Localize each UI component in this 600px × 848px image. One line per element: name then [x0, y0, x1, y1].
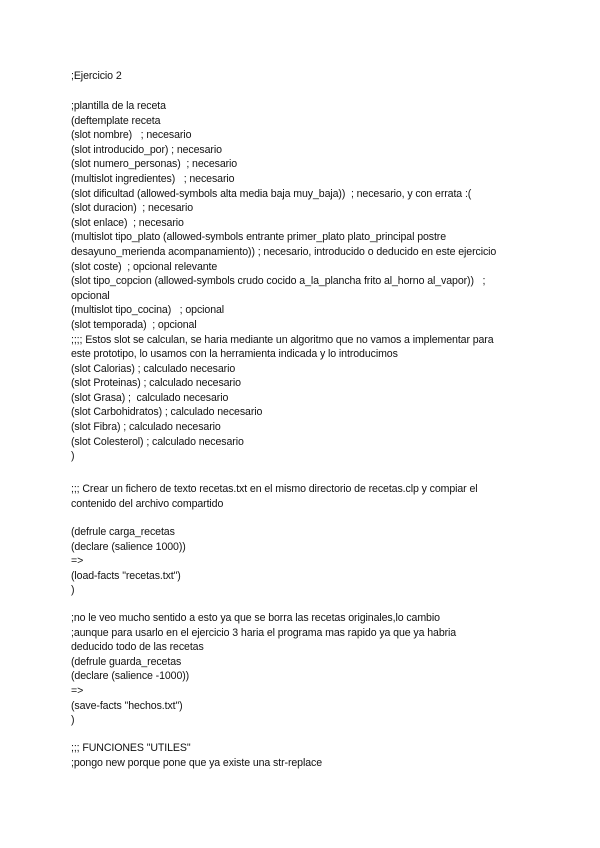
code-line: (slot coste) ; opcional relevante — [71, 260, 218, 273]
code-line: => — [71, 555, 84, 568]
funciones-utiles-block — [71, 741, 541, 770]
code-line: (slot Colesterol) ; calculado necesario — [71, 435, 244, 448]
comment-line: contenido del archivo compartido — [71, 497, 224, 510]
code-line: opcional — [71, 289, 110, 302]
defrule-guarda-recetas-block — [71, 611, 541, 728]
title-line: ;Ejercicio 2 — [71, 70, 122, 82]
code-line: ;aunque para usarlo en el ejercicio 3 haria el programa mas rapido ya que ya habria — [71, 626, 457, 639]
code-line: (defrule carga_recetas — [71, 526, 175, 538]
code-line: (multislot tipo_cocina) ; opcional — [71, 304, 225, 317]
code-line: ) — [71, 584, 75, 597]
comment-line: ;;; Crear un fichero de texto recetas.txt en el mismo directorio de recetas.clp y compiar el — [71, 483, 478, 495]
code-line: (slot Calorias) ; calculado necesario — [71, 362, 236, 375]
code-line: (slot numero_personas) ; necesario — [71, 158, 238, 171]
exercise-heading — [71, 69, 541, 84]
comment-line: ;pongo new porque pone que ya existe una str-replace — [71, 756, 322, 769]
code-line: => — [71, 684, 84, 697]
code-line: (slot duracion) ; necesario — [71, 202, 194, 215]
defrule-carga-recetas-block — [71, 525, 541, 598]
code-line: deducido todo de las recetas — [71, 641, 204, 654]
code-line: (slot Carbohidratos) ; calculado necesario — [71, 406, 263, 419]
code-line: (slot temporada) ; opcional — [71, 318, 197, 331]
recetas-file-comment — [71, 482, 541, 511]
code-line: (declare (salience 1000)) — [71, 540, 186, 553]
code-line: este prototipo, lo usamos con la herramienta indicada y lo introducimos — [71, 348, 398, 361]
code-line: (slot enlace) ; necesario — [71, 216, 184, 229]
code-line: (slot Grasa) ; calculado necesario — [71, 391, 229, 404]
code-line: (slot Fibra) ; calculado necesario — [71, 421, 221, 434]
code-line: ;plantilla de la receta — [71, 100, 166, 112]
comment-line: ;;; FUNCIONES "UTILES" — [71, 742, 191, 754]
code-line: ) — [71, 714, 75, 727]
code-line: (slot tipo_copcion (allowed-symbols crudo cocido a_la_plancha frito al_horno al_vapor)) ; — [71, 275, 486, 288]
code-line: (slot introducido_por) ; necesario — [71, 143, 222, 156]
code-line: desayuno_merienda acompanamiento)) ; necesario, introducido o deducido en este ejercicio — [71, 245, 497, 258]
code-line: ;no le veo mucho sentido a esto ya que se borra las recetas originales,lo cambio — [71, 612, 440, 624]
code-line: (slot dificultad (allowed-symbols alta media baja muy_baja)) ; necesario, y con errata :( — [71, 187, 472, 200]
code-line: (declare (salience -1000)) — [71, 670, 190, 683]
code-line: (defrule guarda_recetas — [71, 655, 182, 668]
code-line: (multislot ingredientes) ; necesario — [71, 172, 235, 185]
deftemplate-receta-block — [71, 99, 541, 464]
code-line: (slot nombre) ; necesario — [71, 129, 192, 142]
code-line: (load-facts "recetas.txt") — [71, 569, 181, 582]
code-line: (slot Proteinas) ; calculado necesario — [71, 377, 241, 390]
code-line: ;;;; Estos slot se calculan, se haria mediante un algoritmo que no vamos a implementar para — [71, 333, 494, 346]
code-line: (deftemplate receta — [71, 114, 161, 127]
code-line: ) — [71, 450, 75, 463]
code-line: (multislot tipo_plato (allowed-symbols entrante primer_plato plato_principal postre — [71, 231, 447, 244]
code-line: (save-facts "hechos.txt") — [71, 699, 183, 712]
